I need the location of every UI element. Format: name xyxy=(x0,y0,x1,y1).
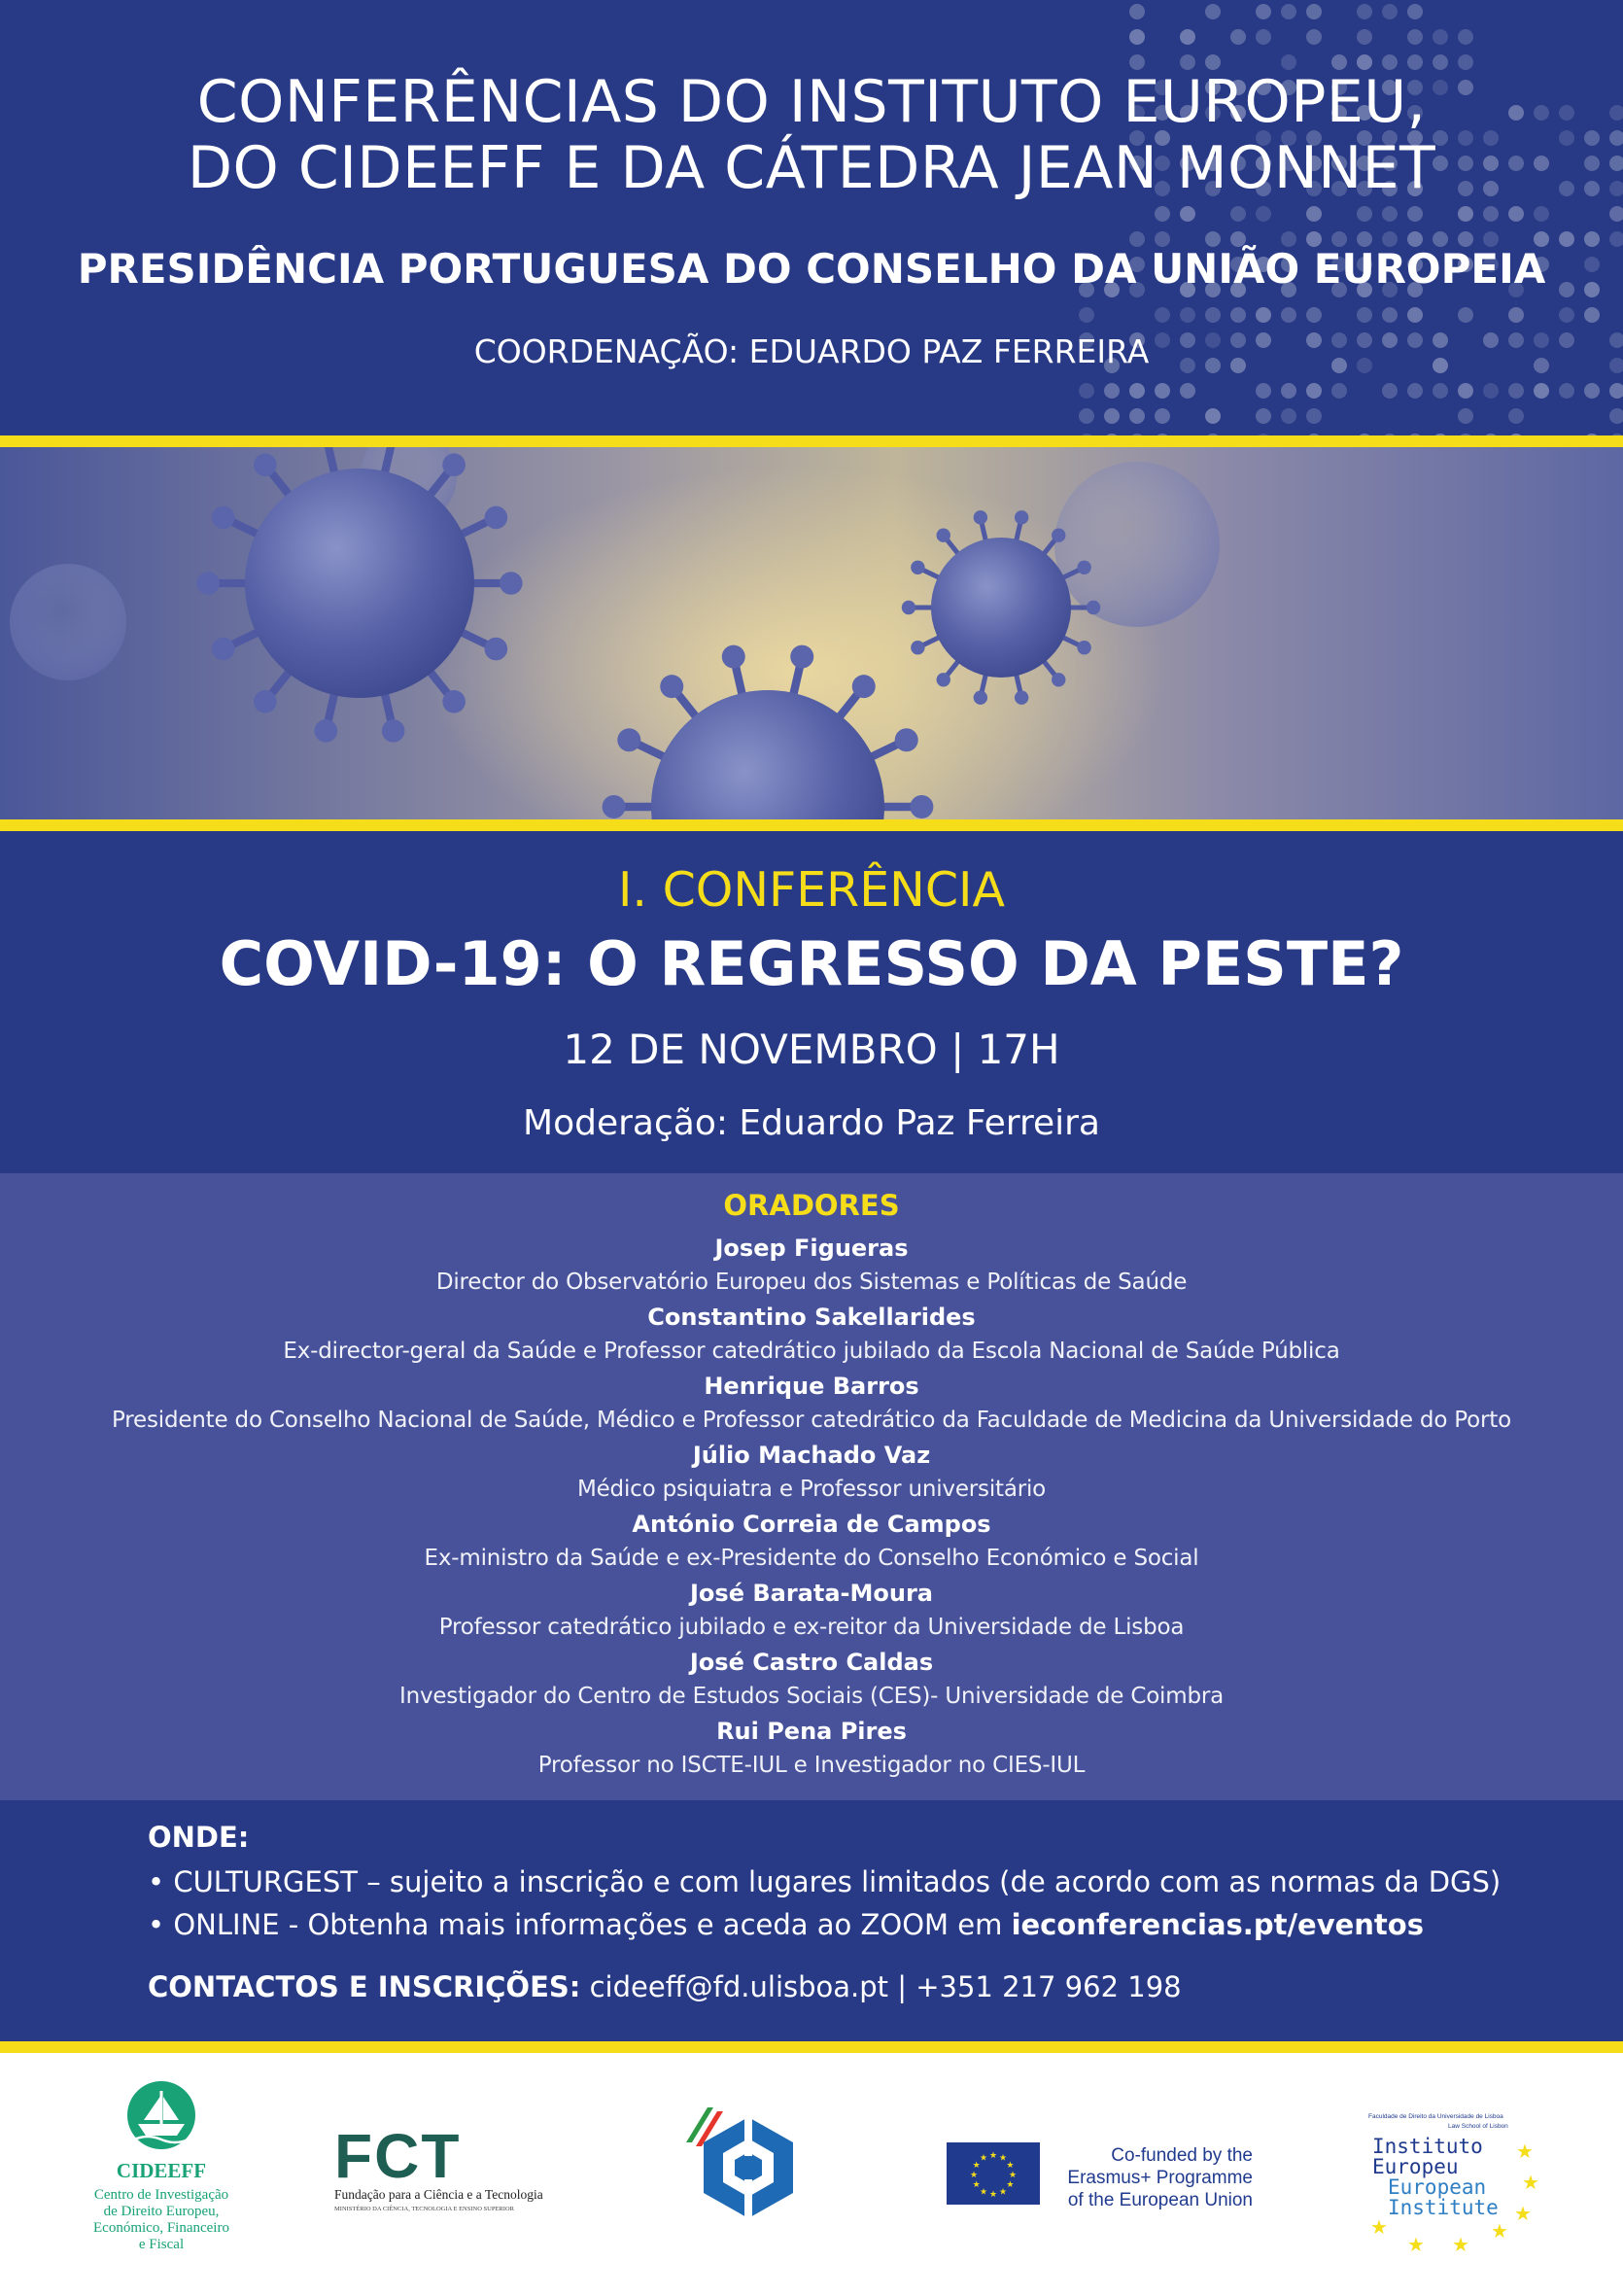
institute-line2: Europeu xyxy=(1372,2155,1459,2178)
speaker-role: Professor no ISCTE-IUL e Investigador no CIES-IUL xyxy=(537,1753,1086,1778)
contacts-line xyxy=(148,1967,1182,2006)
contacts-value: cideeff@fd.ulisboa.pt | +351 217 962 198 xyxy=(580,1970,1182,2003)
virus-illustration xyxy=(0,447,1623,819)
svg-text:★: ★ xyxy=(1516,2139,1534,2163)
speaker-role: Investigador do Centro de Estudos Sociais (CES)- Universidade de Coimbra xyxy=(398,1684,1225,1709)
svg-text:★: ★ xyxy=(999,2187,1008,2198)
svg-text:★: ★ xyxy=(1006,2161,1015,2171)
svg-text:★: ★ xyxy=(980,2153,988,2164)
speaker-name: José Castro Caldas xyxy=(689,1649,934,1676)
speaker-name: António Correia de Campos xyxy=(632,1511,991,1538)
series-title-line2: DO CIDEEFF E DA CÁTEDRA JEAN MONNET xyxy=(187,134,1436,202)
cgd-symbol-icon xyxy=(673,2104,818,2240)
fct-line2: MINISTÉRIO DA CIÊNCIA, TECNOLOGIA E ENSINO SUPERIOR xyxy=(334,2206,514,2212)
speaker-item xyxy=(0,1577,1623,1645)
speakers-heading: ORADORES xyxy=(723,1189,900,1222)
conference-block xyxy=(0,831,1623,1173)
institute-line1: Instituto xyxy=(1372,2135,1483,2158)
cideeff-line2: de Direito Europeu, xyxy=(103,2204,220,2219)
conference-title: COVID-19: O REGRESSO DA PESTE? xyxy=(219,928,1404,999)
speakers-panel xyxy=(0,1173,1623,1800)
erasmus-line2: Erasmus+ Programme xyxy=(1067,2168,1253,2188)
online-link[interactable]: ieconferencias.pt/eventos xyxy=(1011,1908,1424,1941)
contacts-label: CONTACTOS E INSCRIÇÕES: xyxy=(148,1970,581,2003)
cideeff-ship-icon xyxy=(64,2079,259,2274)
yellow-divider-middle xyxy=(0,819,1623,831)
conference-number: I. CONFERÊNCIA xyxy=(617,862,1006,918)
speaker-name: José Barata-Moura xyxy=(690,1580,933,1607)
speaker-name: Henrique Barros xyxy=(704,1373,919,1400)
speaker-role: Presidente do Conselho Nacional de Saúde, Médico e Professor catedrático da Faculdade de Medicina da Universidade do Porto xyxy=(112,1408,1511,1433)
svg-text:★: ★ xyxy=(1491,2219,1508,2243)
venue-culturgest: • CULTURGEST – sujeito a inscrição e com lugares limitados (de acordo com as normas da DGS) xyxy=(148,1865,1502,1898)
svg-text:★: ★ xyxy=(972,2161,981,2171)
coordination-line: COORDENAÇÃO: EDUARDO PAZ FERREIRA xyxy=(473,332,1150,370)
where-heading: ONDE: xyxy=(148,1821,250,1854)
speaker-role: Director do Observatório Europeu dos Sistemas e Políticas de Saúde xyxy=(435,1270,1188,1295)
fct-line1: Fundação para a Ciência e a Tecnologia xyxy=(334,2187,543,2202)
speakers-list xyxy=(0,1232,1623,1784)
yellow-divider-bottom xyxy=(0,2041,1623,2053)
institute-faculty: Faculdade de Direito da Universidade de Lisboa xyxy=(1368,2113,1503,2120)
speaker-role: Ex-director-geral da Saúde e Professor catedrático jubilado da Escola Nacional de Saúde Pública xyxy=(283,1339,1340,1364)
cideeff-logo xyxy=(64,2079,259,2274)
erasmus-line1: Co-funded by the xyxy=(1111,2145,1253,2166)
speaker-role: Médico psiquiatra e Professor universitário xyxy=(576,1477,1047,1502)
institute-line4: Institute xyxy=(1388,2196,1499,2219)
poster-header xyxy=(0,0,1623,435)
svg-text:★: ★ xyxy=(1407,2233,1425,2256)
fct-name: FCT xyxy=(334,2123,462,2191)
partner-logos xyxy=(0,2053,1623,2296)
speaker-item xyxy=(0,1301,1623,1369)
yellow-divider-top xyxy=(0,435,1623,447)
speaker-name: Rui Pena Pires xyxy=(716,1718,907,1745)
speaker-item xyxy=(0,1370,1623,1438)
svg-text:★: ★ xyxy=(989,2190,998,2200)
series-title-line1: CONFERÊNCIAS DO INSTITUTO EUROPEU, xyxy=(196,68,1427,136)
speaker-role: Professor catedrático jubilado e ex-reitor da Universidade de Lisboa xyxy=(438,1615,1185,1640)
fct-logo xyxy=(332,2123,585,2220)
erasmus-logo xyxy=(947,2137,1267,2214)
svg-text:★: ★ xyxy=(1370,2215,1388,2239)
cideeff-name: CIDEEFF xyxy=(116,2159,207,2182)
venue-info-block xyxy=(0,1800,1623,2041)
cideeff-line4: e Fiscal xyxy=(138,2237,185,2252)
speaker-item xyxy=(0,1646,1623,1714)
speaker-name: Júlio Machado Vaz xyxy=(692,1442,931,1469)
cideeff-line1: Centro de Investigação xyxy=(93,2187,229,2203)
presidency-subtitle: PRESIDÊNCIA PORTUGUESA DO CONSELHO DA UNIÃO EUROPEIA xyxy=(77,245,1546,293)
speaker-item xyxy=(0,1232,1623,1300)
speaker-name: Constantino Sakellarides xyxy=(647,1304,976,1331)
online-text: • ONLINE - Obtenha mais informações e aceda ao ZOOM em xyxy=(148,1908,1012,1941)
svg-text:★: ★ xyxy=(989,2151,998,2161)
svg-text:★: ★ xyxy=(1009,2171,1018,2180)
speaker-item xyxy=(0,1508,1623,1576)
instituto-europeu-logo xyxy=(1359,2109,1543,2275)
svg-text:★: ★ xyxy=(1514,2202,1532,2225)
svg-text:★: ★ xyxy=(1452,2233,1469,2256)
conference-moderation: Moderação: Eduardo Paz Ferreira xyxy=(523,1103,1100,1143)
svg-text:★: ★ xyxy=(1522,2171,1539,2194)
erasmus-line3: of the European Union xyxy=(1067,2190,1253,2210)
svg-text:★: ★ xyxy=(999,2153,1008,2164)
cideeff-line3: Económico, Financeiro xyxy=(93,2220,229,2236)
svg-text:★: ★ xyxy=(1006,2180,1015,2190)
cgd-logo xyxy=(673,2104,818,2240)
speaker-item xyxy=(0,1439,1623,1507)
svg-text:★: ★ xyxy=(970,2171,979,2180)
speaker-item xyxy=(0,1715,1623,1783)
speaker-role: Ex-ministro da Saúde e ex-Presidente do Conselho Económico e Social xyxy=(424,1546,1199,1571)
conference-datetime: 12 DE NOVEMBRO | 17H xyxy=(563,1026,1060,1073)
institute-lawschool: Law School of Lisbon xyxy=(1448,2123,1508,2130)
institute-line3: European xyxy=(1388,2175,1487,2199)
speaker-name: Josep Figueras xyxy=(714,1235,909,1262)
venue-online xyxy=(148,1905,1424,1944)
svg-text:★: ★ xyxy=(972,2180,981,2190)
svg-text:★: ★ xyxy=(980,2187,988,2198)
